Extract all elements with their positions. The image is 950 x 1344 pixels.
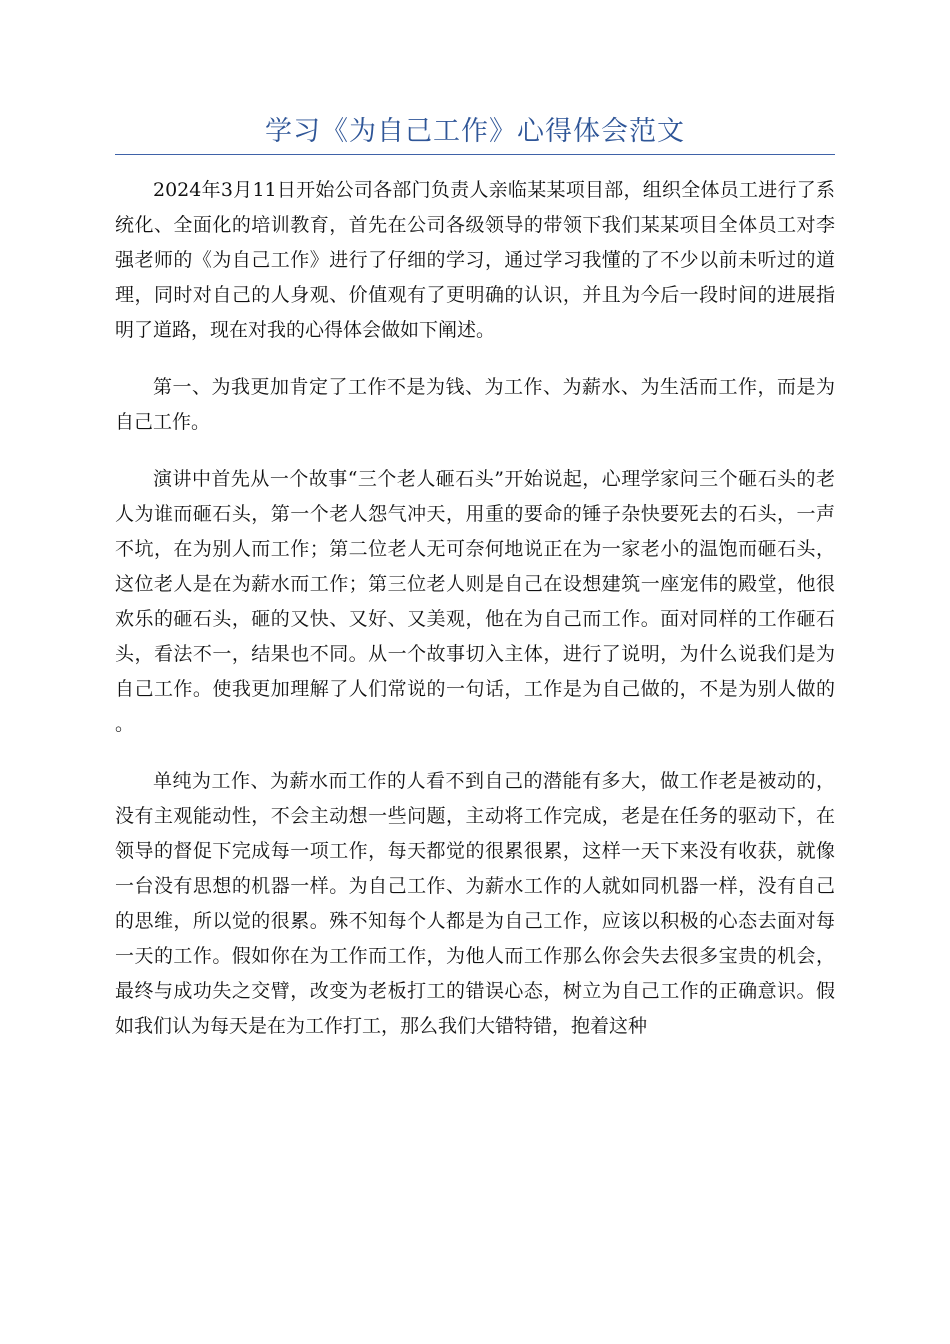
paragraph-intro: 2024年3月11日开始公司各部门负责人亲临某某项目部，组织全体员工进行了系统化、全面化的培训教育，首先在公司各级领导的带领下我们某某项目全体员工对李强老师的《为自己工作》进行了仔细的学习，通过学习我懂的了不少以前未听过的道理，同时对自己的人身观、价值观有了更明确的认识，并且为今后一段时间的进展指明了道路，现在对我的心得体会做如下阐述。 <box>115 179 835 341</box>
paragraph-story: 演讲中首先从一个故事“三个老人砸石头”开始说起，心理学家问三个砸石头的老人为谁而砸石头，第一个老人怨气冲天，用重的要命的锤子杂快要死去的石头，一声不坑，在为别人而工作；第二位老人无可奈何地说正在为一家老小的温饱而砸石头，这位老人是在为薪水而工作；第三位老人则是自己在设想建筑一座宠伟的殿堂，他很欢乐的砸石头，砸的又快、又好、又美观，他在为自己而工作。面对同样的工作砸石头，看法不一，结果也不同。从一个故事切入主体，进行了说明，为什么说我们是为自己工作。使我更加理解了人们常说的一句话，工作是为自己做的，不是为别人做的。 <box>115 468 835 735</box>
paragraph-point-one: 第一、为我更加肯定了工作不是为钱、为工作、为薪水、为生活而工作，而是为自己工作。 <box>115 376 835 433</box>
title-underline <box>115 154 835 155</box>
document-title: 学习《为自己工作》心得体会范文 <box>265 116 685 147</box>
paragraph-reflection: 单纯为工作、为薪水而工作的人看不到自己的潜能有多大，做工作老是被动的，没有主观能动性，不会主动想一些问题，主动将工作完成，老是在任务的驱动下，在领导的督促下完成每一项工作，每天都觉的很累很累，这样一天下来没有收获，就像一台没有思想的机器一样。为自己工作、为薪水工作的人就如同机器一样，没有自己的思维，所以觉的很累。殊不知每个人都是为自己工作，应该以积极的心态去面对每一天的工作。假如你在为工作而工作，为他人而工作那么你会失去很多宝贵的机会，最终与成功失之交臂，改变为老板打工的错误心态，树立为自己工作的正确意识。假如我们认为每天是在为工作打工，那么我们大错特错，抱着这种 <box>115 770 835 1037</box>
document-body <box>115 173 835 1066</box>
